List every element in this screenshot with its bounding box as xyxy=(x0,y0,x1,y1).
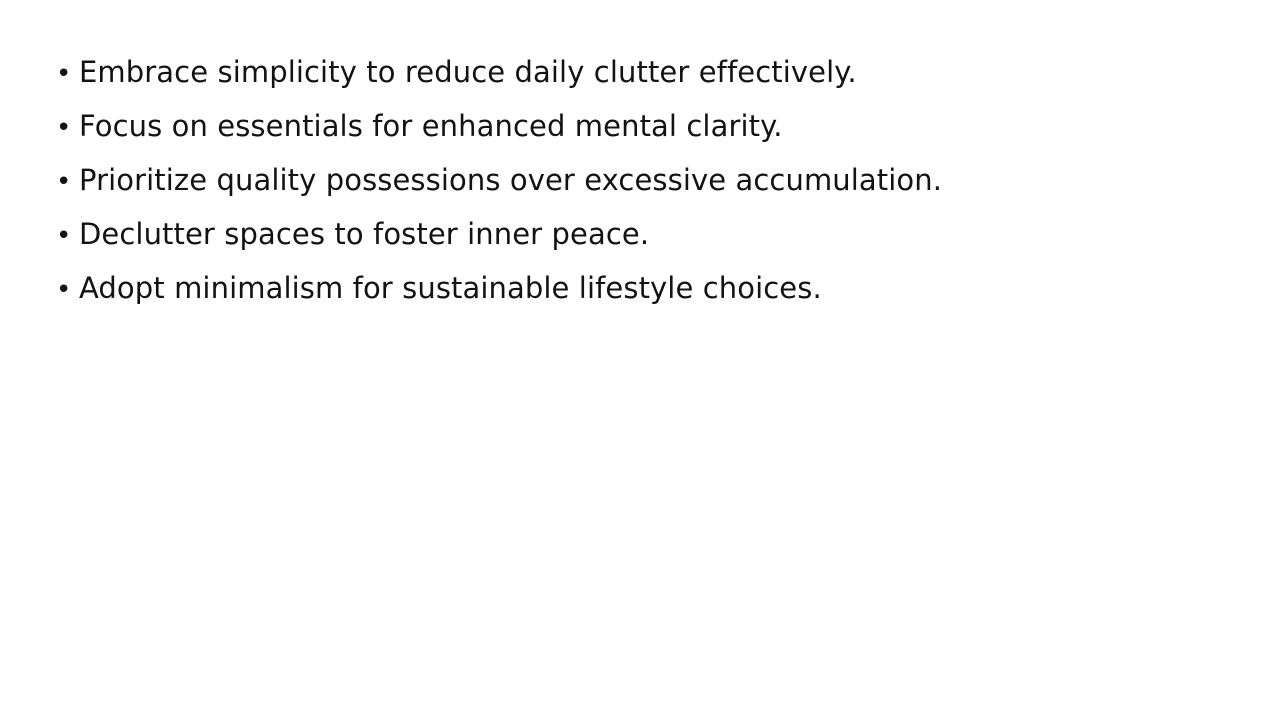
list-item-text: Adopt minimalism for sustainable lifestyle choices. xyxy=(79,271,822,305)
bullet-marker-icon: • xyxy=(56,59,72,89)
list-item xyxy=(56,262,1224,316)
bullet-marker-icon: • xyxy=(56,221,72,251)
list-item-text: Focus on essentials for enhanced mental clarity. xyxy=(79,109,783,143)
bullet-marker-icon: • xyxy=(56,113,72,143)
list-item xyxy=(56,154,1224,208)
list-item-text: Prioritize quality possessions over excessive accumulation. xyxy=(79,163,943,197)
bullet-marker-icon: • xyxy=(56,167,72,197)
bullet-marker-icon: • xyxy=(56,275,72,305)
list-item xyxy=(56,100,1224,154)
list-item-text: Declutter spaces to foster inner peace. xyxy=(79,217,650,251)
list-item xyxy=(56,208,1224,262)
bullet-list xyxy=(56,46,1224,316)
list-item-text: Embrace simplicity to reduce daily clutter effectively. xyxy=(79,55,857,89)
list-item xyxy=(56,46,1224,100)
